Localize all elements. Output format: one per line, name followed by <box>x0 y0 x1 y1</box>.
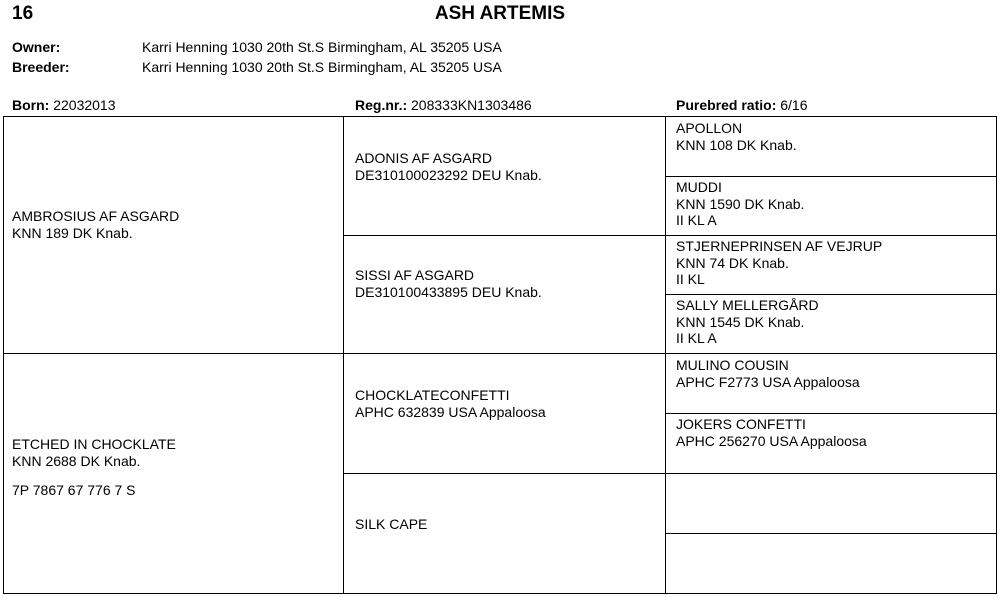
sire-dam-name: SISSI AF ASGARD <box>355 267 475 283</box>
dam-cell <box>12 436 176 499</box>
pedigree-divider-gen2b <box>343 353 665 354</box>
ggp1-name: APOLLON <box>676 120 743 136</box>
sire-reg: KNN 189 DK Knab. <box>12 224 133 241</box>
dam-sire-reg: APHC 632839 USA Appaloosa <box>355 403 546 420</box>
ggp3-reg: KNN 74 DK Knab. <box>676 254 789 271</box>
ggp4-reg: KNN 1545 DK Knab. <box>676 313 805 330</box>
ggp3-extra: II KL <box>676 271 705 287</box>
pedigree-divider-gen2a <box>343 235 665 236</box>
ggp6-cell <box>676 416 867 449</box>
ggp6-reg: APHC 256270 USA Appaloosa <box>676 432 867 449</box>
born-field <box>12 97 116 113</box>
ggp4-extra: II KL A <box>676 330 717 346</box>
sire-dam-reg: DE310100433895 DEU Knab. <box>355 283 542 300</box>
sire-sire-name: ADONIS AF ASGARD <box>355 150 492 166</box>
ggp2-cell <box>676 179 804 229</box>
sire-sire-reg: DE310100023292 DEU Knab. <box>355 166 542 183</box>
reg-field <box>355 97 532 113</box>
purebred-field <box>676 97 808 113</box>
pedigree-divider-gen3a <box>665 176 996 177</box>
ggp6-name: JOKERS CONFETTI <box>676 416 806 432</box>
reg-value: 208333KN1303486 <box>411 97 532 113</box>
owner-label: Owner: <box>12 39 61 55</box>
pedigree-table <box>3 116 997 594</box>
ggp7-cell-empty <box>666 474 996 532</box>
dam-name: ETCHED IN CHOCKLATE <box>12 436 176 452</box>
born-label: Born: <box>12 97 50 113</box>
ggp1-cell <box>676 120 797 153</box>
pedigree-divider-gen2c <box>343 473 665 474</box>
sire-name: AMBROSIUS AF ASGARD <box>12 208 180 224</box>
ggp3-cell <box>676 238 882 288</box>
dam-extra: 7P 7867 67 776 7 S <box>12 482 136 498</box>
pedigree-divider-gen3d <box>665 353 996 354</box>
dam-reg: KNN 2688 DK Knab. <box>12 452 141 469</box>
ggp2-name: MUDDI <box>676 179 722 195</box>
ggp4-cell <box>676 297 819 347</box>
owner-value: Karri Henning 1030 20th St.S Birmingham, AL 35205 USA <box>142 39 502 55</box>
lot-number: 16 <box>12 3 34 24</box>
pedigree-divider-gen1 <box>4 353 343 354</box>
pedigree-divider-gen3b <box>665 235 996 236</box>
ggp1-reg: KNN 108 DK Knab. <box>676 136 797 153</box>
dam-sire-cell <box>355 387 546 420</box>
dam-dam-cell <box>355 516 427 533</box>
ggp5-cell <box>676 357 860 390</box>
breeder-label: Breeder: <box>12 59 70 75</box>
ggp8-cell-empty <box>666 534 996 593</box>
sire-cell <box>12 208 179 241</box>
ggp5-reg: APHC F2773 USA Appaloosa <box>676 373 860 390</box>
pedigree-divider-gen3e <box>665 413 996 414</box>
sire-dam-cell <box>355 267 542 300</box>
purebred-label: Purebred ratio: <box>676 97 777 113</box>
dam-dam-name: SILK CAPE <box>355 516 428 532</box>
ggp3-name: STJERNEPRINSEN AF VEJRUP <box>676 238 883 254</box>
horse-name-title: ASH ARTEMIS <box>434 3 566 24</box>
pedigree-divider-gen3c <box>665 294 996 295</box>
ggp4-name: SALLY MELLERGÅRD <box>676 297 819 313</box>
breeder-value: Karri Henning 1030 20th St.S Birmingham, AL 35205 USA <box>142 59 502 75</box>
ggp5-name: MULINO COUSIN <box>676 357 789 373</box>
ggp2-reg: KNN 1590 DK Knab. <box>676 195 805 212</box>
purebred-value: 6/16 <box>780 97 808 113</box>
pedigree-divider-col1 <box>343 117 344 593</box>
born-value: 22032013 <box>53 97 116 113</box>
dam-sire-name: CHOCKLATECONFETTI <box>355 387 510 403</box>
reg-label: Reg.nr.: <box>355 97 408 113</box>
sire-sire-cell <box>355 150 542 183</box>
ggp2-extra: II KL A <box>676 212 717 228</box>
